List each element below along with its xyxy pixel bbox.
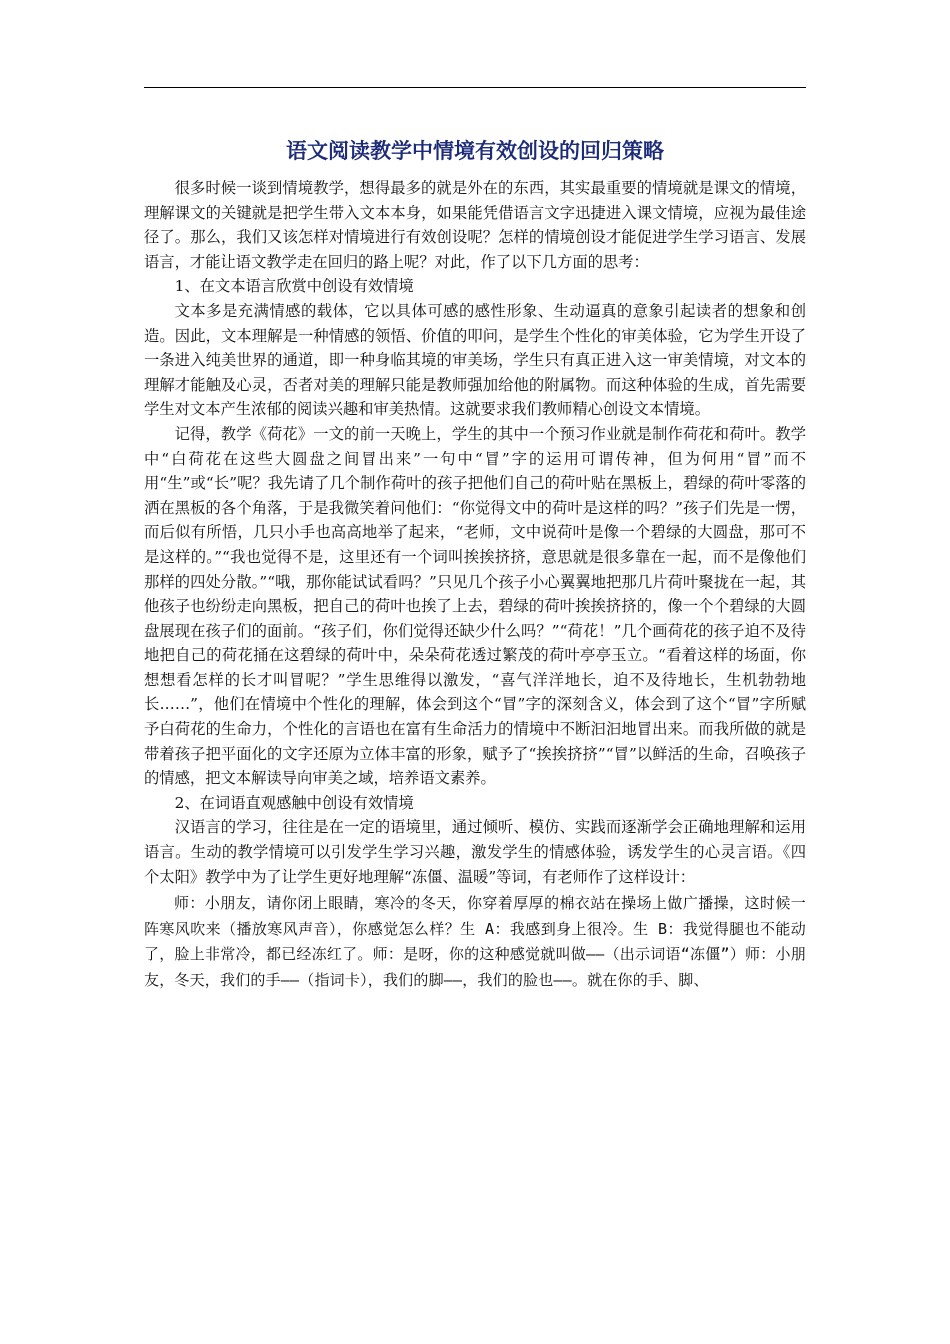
section-2-dialogue: 师：小朋友，请你闭上眼睛，寒冷的冬天，你穿着厚厚的棉衣站在操场上做广播操，这时候一阵寒风吹来（播放寒风声音），你感觉怎么样？生 A：我感到身上很冷。生 B：我觉得腿也不能动了，脸上非常冷，都已经冻红了。师：是呀，你的这种感觉就叫做——（出示词语“冻僵”）师：小朋友，冬天，我们的手——（指词卡），我们的脚——，我们的脸也——。就在你的手、脚、 bbox=[144, 894, 806, 989]
page-title: 语文阅读教学中情境有效创设的回归策略 bbox=[286, 139, 664, 163]
header-rule bbox=[144, 87, 806, 88]
section-1-paragraph-2: 记得，教学《荷花》一文的前一天晚上，学生的其中一个预习作业就是制作荷花和荷叶。教学中“白荷花在这些大圆盘之间冒出来”一句中“冒”字的运用可谓传神，但为何用“冒”而不用“生”或“长”呢？我先请了几个制作荷叶的孩子把他们自己的荷叶贴在黑板上，碧绿的荷叶零落的洒在黑板的各个角落，于是我微笑着问他们：“你觉得文中的荷叶是这样的吗？”孩子们先是一愣，而后似有所悟，几只小手也高高地举了起来，“老师，文中说荷叶是像一个碧绿的大圆盘，那可不是这样的。”“我也觉得不是，这里还有一个词叫挨挨挤挤，意思就是很多靠在一起，而不是像他们那样的四处分散。”“哦，那你能试试看吗？”只见几个孩子小心翼翼地把那几片荷叶聚拢在一起，其他孩子也纷纷走向黑板，把自己的荷叶也挨了上去，碧绿的荷叶挨挨挤挤的，像一个个碧绿的大圆盘展现在孩子们的面前。“孩子们，你们觉得还缺少什么吗？”“荷花！”几个画荷花的孩子迫不及待地把自己的荷花捅在这碧绿的荷叶中，朵朵荷花透过繁茂的荷叶亭亭玉立。“看着这样的场面，你想想看怎样的长才叫冒呢？”学生思维得以激发，“喜气洋洋地长，迫不及待地长，生机勃勃地长……”，他们在情境中个性化的理解，体会到这个“冒”字的深刻含义，体会到了这个“冒”字所赋予白荷花的生命力，个性化的言语也在富有生命活力的情境中不断汩汩地冒出来。而我所做的就是带着孩子把平面化的文字还原为立体丰富的形象，赋予了“挨挨挤挤”“冒”以鲜活的生命，召唤孩子的情感，把文本解读导向审美之域，培养语文素养。 bbox=[144, 424, 806, 788]
section-1-heading: 1、在文本语言欣赏中创设有效情境 bbox=[174, 277, 414, 296]
section-2-heading: 2、在词语直观感触中创设有效情境 bbox=[174, 793, 414, 812]
section-1-paragraph-1: 文本多是充满情感的载体，它以具体可感的感性形象、生动逼真的意象引起读者的想象和创造。因此，文本理解是一种情感的领悟、价值的叩问，是学生个性化的审美体验，它为学生开设了一条进入纯美世界的通道，即一种身临其境的审美场，学生只有真正进入这一审美情境，对文本的理解才能触及心灵，否者对美的理解只能是教师强加给他的附属物。而这种体验的生成，首先需要学生对文本产生浓郁的阅读兴趣和审美热情。这就要求我们教师精心创设文本情境。 bbox=[144, 301, 806, 419]
section-2-paragraph-1: 汉语言的学习，往往是在一定的语境里，通过倾听、模仿、实践而逐渐学会正确地理解和运用语言。生动的教学情境可以引发学生学习兴趣，激发学生的情感体验，诱发学生的心灵言语。《四个太阳》教学中为了让学生更好地理解“冻僵、温暖”等词，有老师作了这样设计： bbox=[144, 818, 806, 886]
article-body bbox=[144, 176, 806, 994]
intro-paragraph: 很多时候一谈到情境教学，想得最多的就是外在的东西，其实最重要的情境就是课文的情境，理解课文的关键就是把学生带入文本本身，如果能凭借语言文字迅捷进入课文情境，应视为最佳途径了。那么，我们又该怎样对情境进行有效创设呢？怎样的情境创设才能促进学生学习语言、发展语言，才能让语文教学走在回归的路上呢？对此，作了以下几方面的思考： bbox=[144, 179, 806, 271]
